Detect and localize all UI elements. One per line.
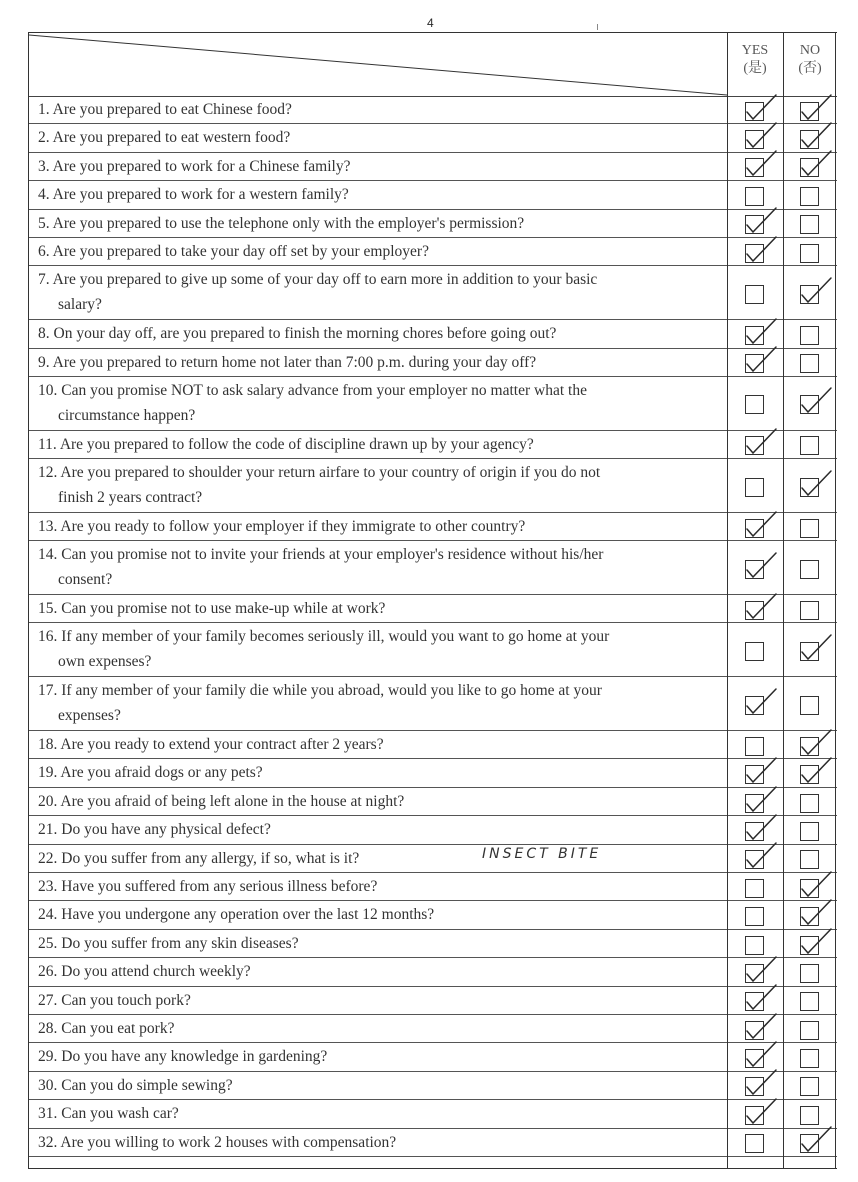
question-text <box>38 267 718 317</box>
question-row <box>29 124 837 152</box>
yes-label: YES <box>741 43 769 58</box>
question-text: 21. Do you have any physical defect? <box>38 821 271 839</box>
check-mark-icon <box>743 983 783 1015</box>
no-checkbox[interactable] <box>800 992 819 1011</box>
yes-checkbox[interactable] <box>745 936 764 955</box>
no-checkbox[interactable] <box>800 560 819 579</box>
question-line-1: 10. Can you promise NOT to ask salary advance from your employer no matter what the <box>38 381 587 399</box>
yes-checkbox[interactable] <box>745 395 764 414</box>
yes-checkbox[interactable] <box>745 765 764 784</box>
question-row <box>29 541 837 595</box>
page-number: 4 <box>427 16 434 30</box>
yes-chinese-label: (是) <box>743 61 767 76</box>
yes-checkbox[interactable] <box>745 130 764 149</box>
question-row <box>29 238 837 266</box>
question-line-2: circumstance happen? <box>58 406 196 424</box>
yes-checkbox[interactable] <box>745 601 764 620</box>
question-text: 26. Do you attend church weekly? <box>38 963 251 981</box>
question-row <box>29 96 837 124</box>
question-row <box>29 513 837 541</box>
question-text: 19. Are you afraid dogs or any pets? <box>38 764 263 782</box>
question-text: 11. Are you prepared to follow the code of discipline drawn up by your agency? <box>38 435 534 453</box>
no-checkbox[interactable] <box>800 395 819 414</box>
question-row <box>29 1129 837 1157</box>
question-text: 8. On your day off, are you prepared to finish the morning chores before going out? <box>38 325 557 343</box>
question-text: 4. Are you prepared to work for a western family? <box>38 186 349 204</box>
no-checkbox[interactable] <box>800 879 819 898</box>
question-row <box>29 788 837 816</box>
check-mark-icon <box>798 870 838 902</box>
no-checkbox[interactable] <box>800 158 819 177</box>
no-checkbox[interactable] <box>800 1106 819 1125</box>
check-mark-icon <box>743 1012 783 1044</box>
no-checkbox[interactable] <box>800 1134 819 1153</box>
question-row <box>29 181 837 209</box>
no-checkbox[interactable] <box>800 130 819 149</box>
check-mark-icon <box>798 728 838 760</box>
question-line-2: own expenses? <box>58 653 152 671</box>
question-list <box>29 96 837 1157</box>
yes-checkbox[interactable] <box>745 187 764 206</box>
column-divider <box>835 33 836 1168</box>
question-text: 30. Can you do simple sewing? <box>38 1076 233 1094</box>
yes-checkbox[interactable] <box>745 992 764 1011</box>
question-text: 25. Do you suffer from any skin diseases? <box>38 934 299 952</box>
question-row <box>29 677 837 731</box>
question-row <box>29 1100 837 1128</box>
check-mark-icon <box>743 756 783 788</box>
check-mark-icon <box>798 121 838 153</box>
question-row <box>29 153 837 181</box>
question-row <box>29 623 837 677</box>
question-text: 24. Have you undergone any operation over the last 12 months? <box>38 906 435 924</box>
column-divider <box>727 33 728 1168</box>
question-line-2: finish 2 years contract? <box>58 489 203 507</box>
check-mark-icon <box>743 427 783 459</box>
question-row <box>29 431 837 459</box>
question-text <box>38 678 718 728</box>
question-text <box>38 542 718 592</box>
yes-checkbox[interactable] <box>745 102 764 121</box>
question-row <box>29 731 837 759</box>
yes-checkbox[interactable] <box>745 964 764 983</box>
no-checkbox[interactable] <box>800 354 819 373</box>
yes-checkbox[interactable] <box>745 436 764 455</box>
question-text: 5. Are you prepared to use the telephone only with the employer's permission? <box>38 214 525 232</box>
yes-checkbox[interactable] <box>745 478 764 497</box>
question-row <box>29 958 837 986</box>
check-mark-icon <box>743 592 783 624</box>
yes-checkbox[interactable] <box>745 822 764 841</box>
check-mark-icon <box>743 1040 783 1072</box>
question-row <box>29 349 837 377</box>
check-mark-icon <box>798 469 838 501</box>
yes-checkbox[interactable] <box>745 1106 764 1125</box>
check-mark-icon <box>743 813 783 845</box>
no-checkbox[interactable] <box>800 696 819 715</box>
no-checkbox[interactable] <box>800 765 819 784</box>
yes-checkbox[interactable] <box>745 519 764 538</box>
question-line-1: 17. If any member of your family die while you abroad, would you like to go home at your <box>38 682 602 700</box>
no-checkbox[interactable] <box>800 642 819 661</box>
no-checkbox[interactable] <box>800 187 819 206</box>
check-mark-icon <box>743 235 783 267</box>
check-mark-icon <box>743 93 783 125</box>
check-mark-icon <box>743 785 783 817</box>
question-text: 3. Are you prepared to work for a Chinese family? <box>38 157 351 175</box>
question-text <box>38 624 718 674</box>
question-row <box>29 759 837 787</box>
no-column-header <box>782 42 838 78</box>
check-mark-icon <box>798 93 838 125</box>
question-line-2: salary? <box>58 296 102 314</box>
check-mark-icon <box>798 386 838 418</box>
yes-checkbox[interactable] <box>745 560 764 579</box>
question-text <box>38 378 718 428</box>
no-checkbox[interactable] <box>800 737 819 756</box>
no-checkbox[interactable] <box>800 1021 819 1040</box>
check-mark-icon <box>798 149 838 181</box>
yes-checkbox[interactable] <box>745 1077 764 1096</box>
check-mark-icon <box>743 1097 783 1129</box>
question-line-1: 14. Can you promise not to invite your friends at your employer's residence without his/her <box>38 546 604 564</box>
yes-checkbox[interactable] <box>745 1049 764 1068</box>
question-row <box>29 1043 837 1071</box>
question-text: 13. Are you ready to follow your employer if they immigrate to other country? <box>38 517 526 535</box>
question-row <box>29 320 837 348</box>
no-checkbox[interactable] <box>800 1049 819 1068</box>
question-text: 23. Have you suffered from any serious illness before? <box>38 878 378 896</box>
no-label: NO <box>799 43 821 58</box>
no-checkbox[interactable] <box>800 102 819 121</box>
question-line-2: consent? <box>58 571 113 589</box>
no-chinese-label: (否) <box>798 61 822 76</box>
check-mark-icon <box>798 276 838 308</box>
no-checkbox[interactable] <box>800 822 819 841</box>
question-text: 27. Can you touch pork? <box>38 991 191 1009</box>
check-mark-icon <box>743 1068 783 1100</box>
check-mark-icon <box>798 898 838 930</box>
question-text: 9. Are you prepared to return home not later than 7:00 p.m. during your day off? <box>38 353 537 371</box>
check-mark-icon <box>743 149 783 181</box>
question-row <box>29 1015 837 1043</box>
yes-checkbox[interactable] <box>745 244 764 263</box>
question-text: 22. Do you suffer from any allergy, if so, what is it? <box>38 849 360 867</box>
no-checkbox[interactable] <box>800 907 819 926</box>
question-text: 32. Are you willing to work 2 houses with compensation? <box>38 1133 397 1151</box>
no-checkbox[interactable] <box>800 794 819 813</box>
question-row <box>29 266 837 320</box>
yes-checkbox[interactable] <box>745 737 764 756</box>
question-text: 29. Do you have any knowledge in gardening? <box>38 1048 328 1066</box>
no-checkbox[interactable] <box>800 436 819 455</box>
yes-checkbox[interactable] <box>745 850 764 869</box>
question-text <box>38 460 718 510</box>
question-row <box>29 1072 837 1100</box>
yes-checkbox[interactable] <box>745 326 764 345</box>
question-text: 6. Are you prepared to take your day off set by your employer? <box>38 242 429 260</box>
table-header <box>29 33 837 97</box>
yes-checkbox[interactable] <box>745 285 764 304</box>
question-text: 1. Are you prepared to eat Chinese food? <box>38 101 292 118</box>
no-checkbox[interactable] <box>800 519 819 538</box>
yes-column-header <box>727 42 783 78</box>
check-mark-icon <box>798 1125 838 1157</box>
no-checkbox[interactable] <box>800 326 819 345</box>
question-row <box>29 987 837 1015</box>
question-row <box>29 377 837 431</box>
question-text: 15. Can you promise not to use make-up while at work? <box>38 600 386 618</box>
scan-mark <box>597 24 598 30</box>
no-checkbox[interactable] <box>800 244 819 263</box>
yes-checkbox[interactable] <box>745 354 764 373</box>
question-text: 20. Are you afraid of being left alone in the house at night? <box>38 792 405 810</box>
no-checkbox[interactable] <box>800 601 819 620</box>
question-text: 31. Can you wash car? <box>38 1105 179 1123</box>
question-text: 18. Are you ready to extend your contract after 2 years? <box>38 736 384 754</box>
check-mark-icon <box>743 206 783 238</box>
question-text: 2. Are you prepared to eat western food? <box>38 129 291 147</box>
column-divider <box>783 33 784 1168</box>
check-mark-icon <box>743 955 783 987</box>
yes-checkbox[interactable] <box>745 158 764 177</box>
yes-checkbox[interactable] <box>745 907 764 926</box>
no-checkbox[interactable] <box>800 936 819 955</box>
yes-checkbox[interactable] <box>745 1021 764 1040</box>
check-mark-icon <box>743 510 783 542</box>
question-line-2: expenses? <box>58 707 121 725</box>
question-row <box>29 459 837 513</box>
check-mark-icon <box>798 633 838 665</box>
yes-checkbox[interactable] <box>745 642 764 661</box>
check-mark-icon <box>798 756 838 788</box>
question-line-1: 16. If any member of your family becomes seriously ill, would you want to go home at your <box>38 628 610 646</box>
question-text: 28. Can you eat pork? <box>38 1019 175 1037</box>
question-row <box>29 901 837 929</box>
no-checkbox[interactable] <box>800 285 819 304</box>
yes-checkbox[interactable] <box>745 794 764 813</box>
yes-checkbox[interactable] <box>745 696 764 715</box>
question-row <box>29 816 837 844</box>
yes-checkbox[interactable] <box>745 879 764 898</box>
no-checkbox[interactable] <box>800 964 819 983</box>
check-mark-icon <box>743 345 783 377</box>
question-row <box>29 930 837 958</box>
no-checkbox[interactable] <box>800 215 819 234</box>
questionnaire-table <box>28 32 837 1169</box>
no-checkbox[interactable] <box>800 1077 819 1096</box>
yes-checkbox[interactable] <box>745 215 764 234</box>
check-mark-icon <box>743 841 783 873</box>
question-row <box>29 210 837 238</box>
check-mark-icon <box>743 317 783 349</box>
check-mark-icon <box>743 121 783 153</box>
check-mark-icon <box>798 927 838 959</box>
check-mark-icon <box>743 551 783 583</box>
yes-checkbox[interactable] <box>745 1134 764 1153</box>
no-checkbox[interactable] <box>800 850 819 869</box>
question-row <box>29 595 837 623</box>
header-diagonal-line <box>29 33 727 96</box>
question-row <box>29 873 837 901</box>
question-line-1: 12. Are you prepared to shoulder your return airfare to your country of origin if you do not <box>38 464 601 482</box>
question-line-1: 7. Are you prepared to give up some of your day off to earn more in addition to your basic <box>38 271 598 289</box>
question-row <box>29 845 837 873</box>
check-mark-icon <box>743 687 783 719</box>
no-checkbox[interactable] <box>800 478 819 497</box>
handwritten-answer: INSECT BITE <box>482 845 602 862</box>
